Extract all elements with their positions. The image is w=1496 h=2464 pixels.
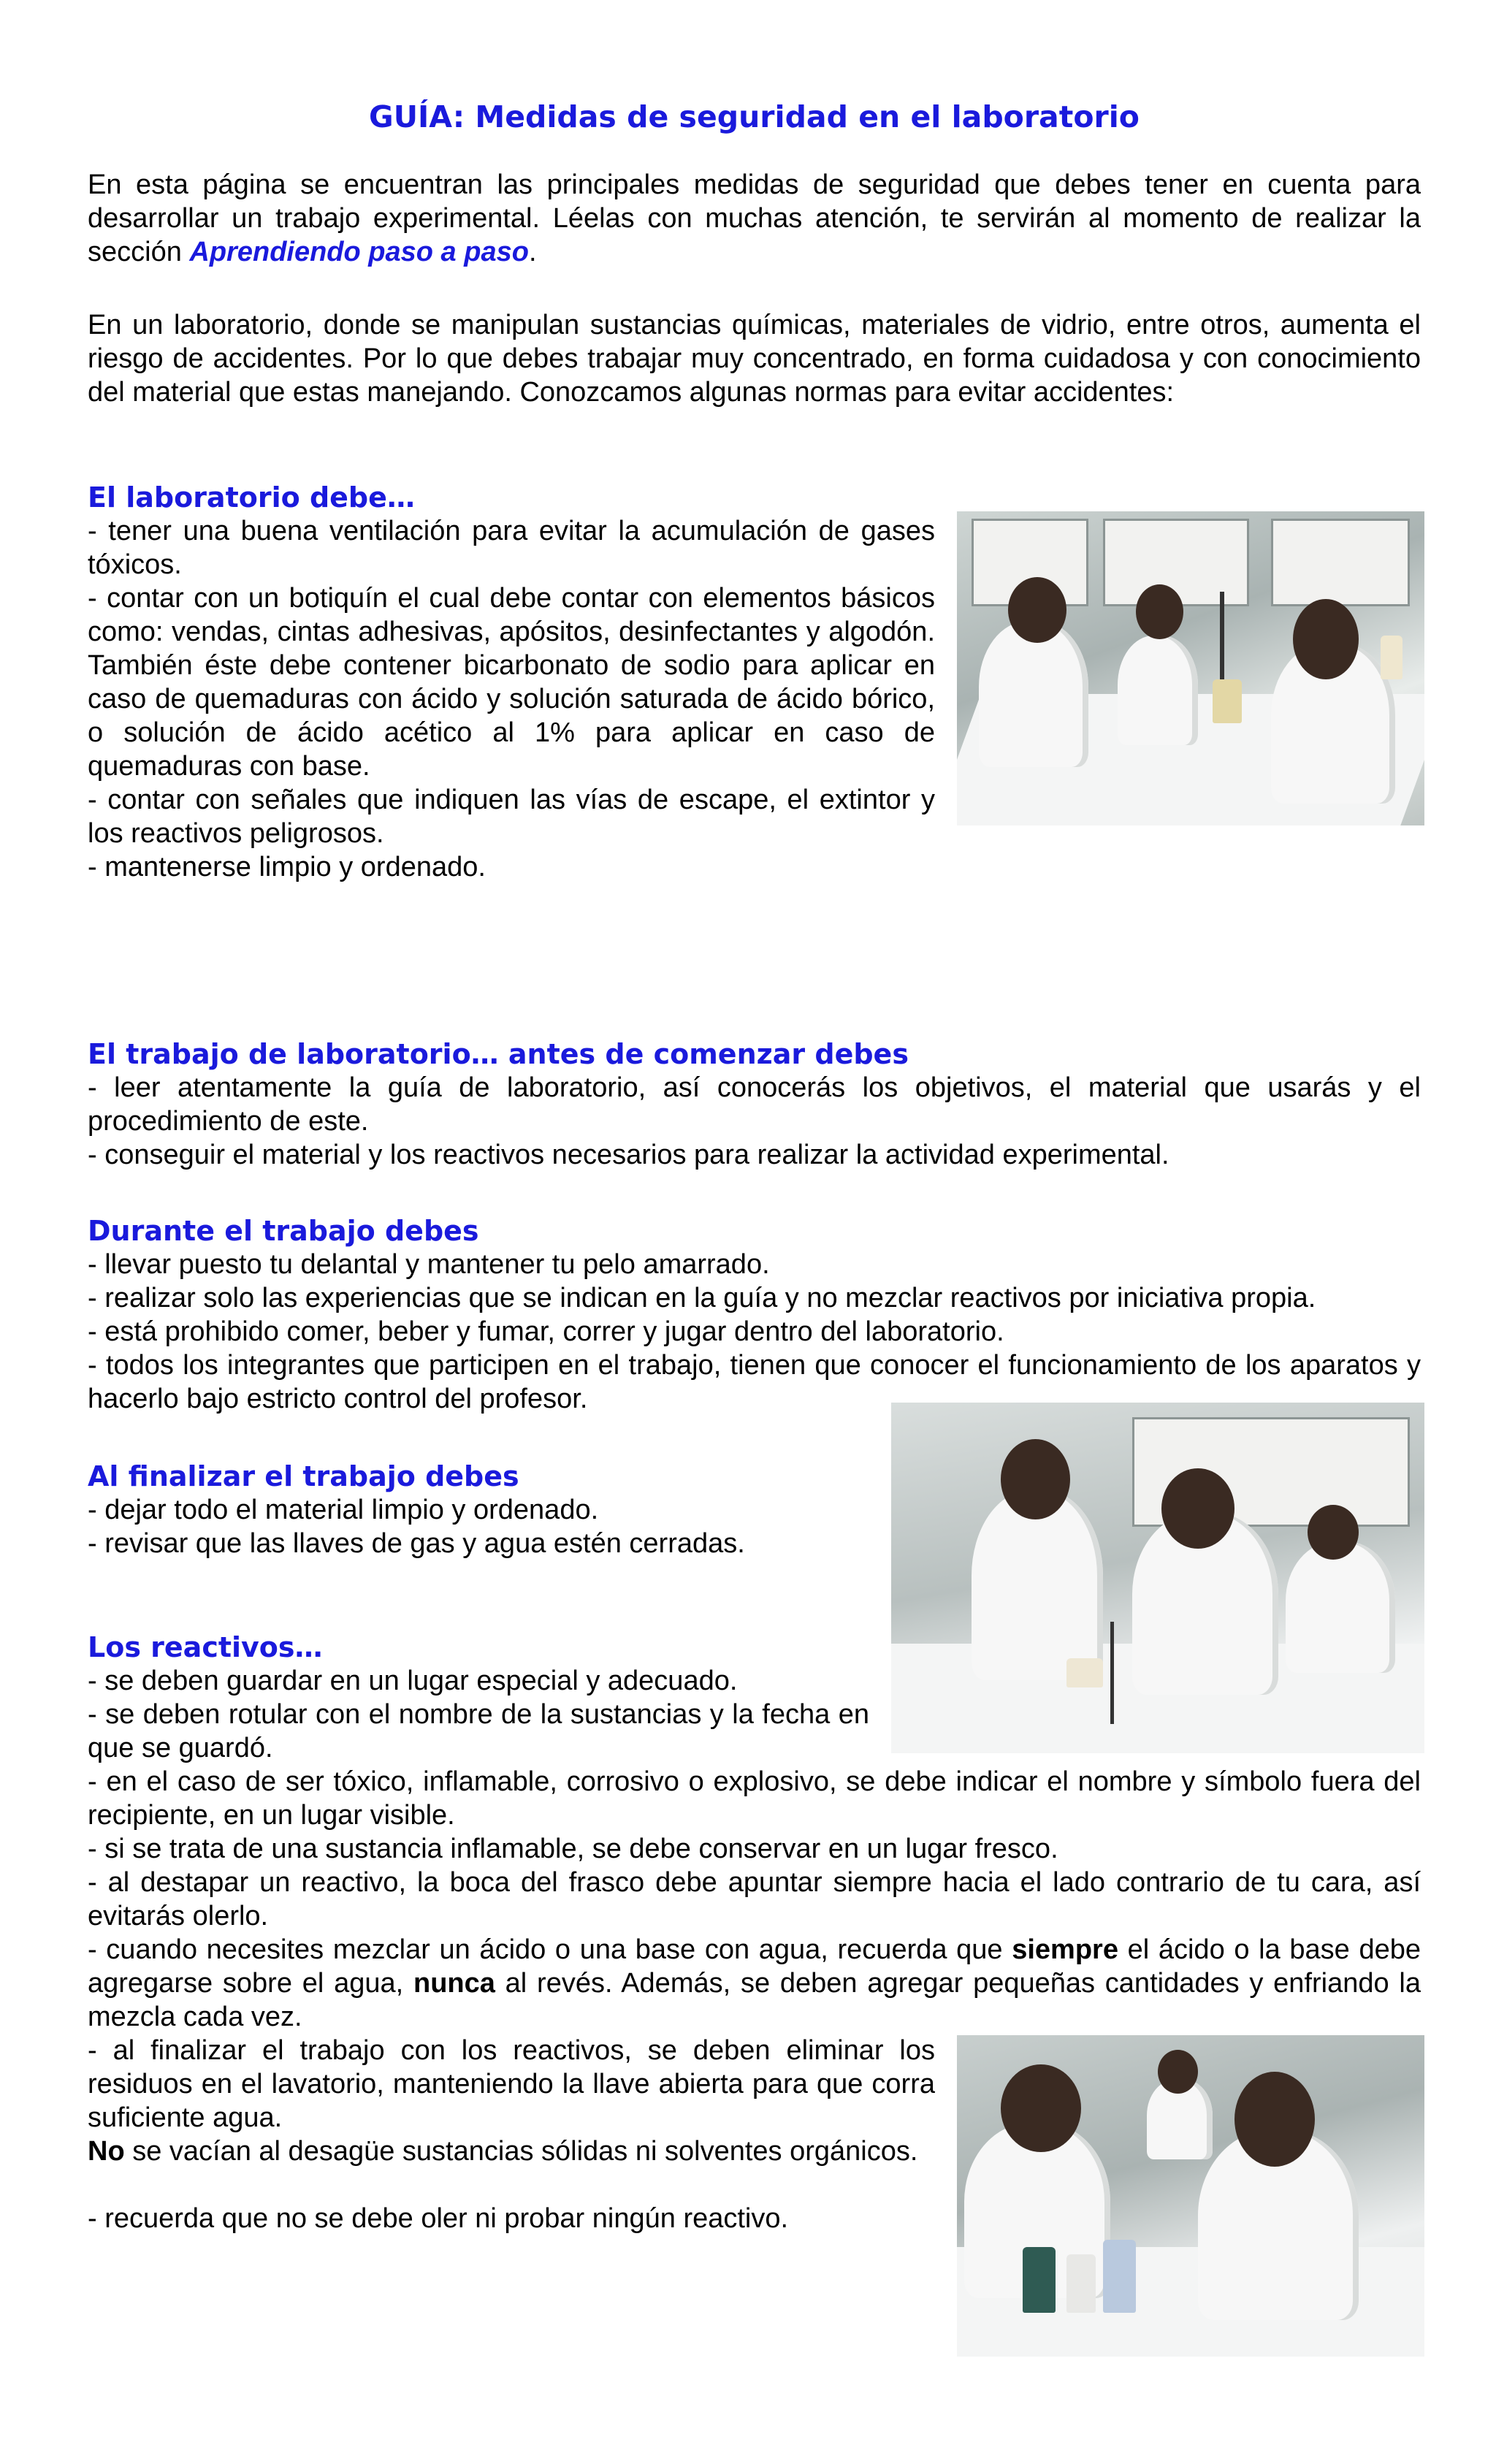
- during-item-2: - realizar solo las experiencias que se indican en la guía y no mezclar reactivos por iniciativa propia.: [88, 1283, 1316, 1313]
- intro-emphasis: Aprendiendo paso a paso: [189, 237, 529, 267]
- heading-reagents: Los reactivos…: [88, 1631, 323, 1663]
- before-item-1: - leer atentamente la guía de laboratorio, así conocerás los objetivos, el material que usarás y el procedimiento de este.: [88, 1072, 1421, 1137]
- mix-text-e: al revés. Además, se deben agregar pequeñas cantidades y enfriando la mezcla cada vez.: [88, 1968, 1421, 2032]
- reagents-item-no: [88, 2135, 935, 2168]
- mix-text-c: el ácido o la base debe agregarse sobre el agua,: [88, 1934, 1421, 1999]
- mix-nunca: nunca: [413, 1968, 495, 1999]
- before-item-2: - conseguir el material y los reactivos necesarios para realizar la actividad experimental.: [88, 1140, 1169, 1170]
- lab-photo-2: [891, 1403, 1424, 1753]
- lab-item-2: - contar con un botiquín el cual debe contar con elementos básicos como: vendas, cintas adhesivas, apósitos, desinfectantes y algodón. También éste debe contener bicarbonato de sodio para aplicar en caso de quemaduras con ácido y solución saturada de ácido bórico, o solución de ácido acético al 1% para aplicar en caso de quemaduras con base.: [88, 583, 935, 782]
- heading-before: El trabajo de laboratorio… antes de comenzar debes: [88, 1038, 909, 1070]
- lab-item-3: - contar con señales que indiquen las vías de escape, el extintor y los reactivos peligrosos.: [88, 785, 935, 849]
- reagents-item-1: - se deben guardar en un lugar especial y adecuado.: [88, 1666, 738, 1696]
- end-item-2: - revisar que las llaves de gas y agua estén cerradas.: [88, 1528, 745, 1559]
- reagents-item-dispose: - al finalizar el trabajo con los reactivos, se deben eliminar los residuos en el lavatorio, manteniendo la llave abierta para que corra suficiente agua.: [88, 2035, 935, 2133]
- mix-text-a: - cuando necesites mezclar un ácido o una base con agua, recuerda que: [88, 1934, 1012, 1965]
- lab-item-4: - mantenerse limpio y ordenado.: [88, 852, 486, 882]
- heading-lab: El laboratorio debe…: [88, 481, 415, 514]
- reagents-item-last: - recuerda que no se debe oler ni probar ningún reactivo.: [88, 2203, 789, 2234]
- intro-text: En esta página se encuentran las principales medidas de seguridad que debes tener en cuenta para desarrollar un trabajo experimental. Léelas con muchas atención, te servirán al momento de realizar la sección: [88, 169, 1421, 267]
- mix-siempre: siempre: [1012, 1934, 1118, 1965]
- intro-text-end: .: [528, 237, 537, 267]
- reagents-item-5: - al destapar un reactivo, la boca del frasco debe apuntar siempre hacia el lado contrario de tu cara, así evitarás olerlo.: [88, 1867, 1421, 1931]
- intro-paragraph-2: En un laboratorio, donde se manipulan sustancias químicas, materiales de vidrio, entre otros, aumenta el riesgo de accidentes. Por lo que debes trabajar muy concentrado, en forma cuidadosa y con conocimiento del material que estas manejando. Conozcamos algunas normas para evitar accidentes:: [88, 310, 1421, 408]
- intro-paragraph: [88, 168, 1421, 269]
- reagents-item-mix: [88, 1933, 1421, 2034]
- reagents-item-2: - se deben rotular con el nombre de la sustancias y la fecha en que se guardó.: [88, 1699, 869, 1763]
- during-item-4: - todos los integrantes que participen en el trabajo, tienen que conocer el funcionamiento de los aparatos y hacerlo bajo estricto control del profesor.: [88, 1350, 1421, 1414]
- no-word: No: [88, 2136, 125, 2167]
- end-item-1: - dejar todo el material limpio y ordenado.: [88, 1495, 599, 1525]
- during-item-3: - está prohibido comer, beber y fumar, correr y jugar dentro del laboratorio.: [88, 1316, 1004, 1347]
- reagents-item-3: - en el caso de ser tóxico, inflamable, corrosivo o explosivo, se debe indicar el nombre y símbolo fuera del recipiente, en un lugar visible.: [88, 1766, 1421, 1831]
- reagents-item-4: - si se trata de una sustancia inflamable, se debe conservar en un lugar fresco.: [88, 1834, 1058, 1864]
- lab-photo-3: [957, 2035, 1424, 2357]
- page-title: GUÍA: Medidas de seguridad en el laboratorio: [369, 99, 1140, 134]
- lab-photo-1: [957, 511, 1424, 825]
- during-item-1: - llevar puesto tu delantal y mantener tu pelo amarrado.: [88, 1249, 770, 1280]
- heading-end: Al finalizar el trabajo debes: [88, 1460, 519, 1492]
- lab-item-1: - tener una buena ventilación para evitar la acumulación de gases tóxicos.: [88, 516, 935, 580]
- heading-during: Durante el trabajo debes: [88, 1215, 479, 1247]
- no-rest: se vacían al desagüe sustancias sólidas ni solventes orgánicos.: [124, 2136, 918, 2167]
